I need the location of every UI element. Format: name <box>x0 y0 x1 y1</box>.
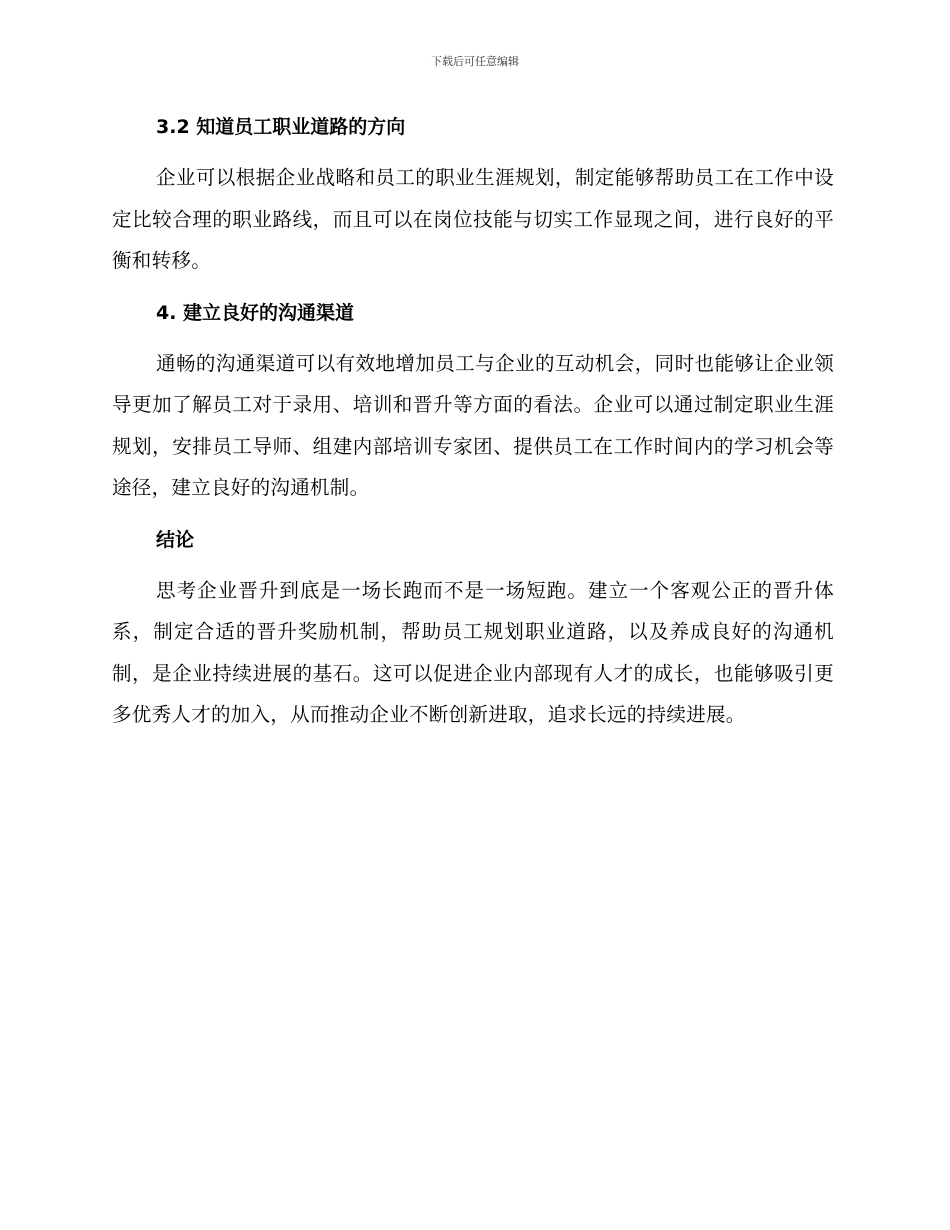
page-header: 下载后可任意编辑 <box>431 55 519 68</box>
document-body <box>112 108 834 745</box>
section-heading-conclusion: 结论 <box>156 528 195 551</box>
section-paragraph-career-path: 企业可以根据企业战略和员工的职业生涯规划，制定能够帮助员工在工作中设定比较合理的职业路线，而且可以在岗位技能与切实工作显现之间，进行良好的平衡和转移。 <box>112 166 834 272</box>
section-heading-communication: 4. 建立良好的沟通渠道 <box>156 301 355 324</box>
section-paragraph-conclusion: 思考企业晋升到底是一场长跑而不是一场短跑。建立一个客观公正的晋升体系，制定合适的晋升奖励机制，帮助员工规划职业道路，以及养成良好的沟通机制，是企业持续进展的基石。这可以促进企业内部现有人才的成长，也能够吸引更多优秀人才的加入，从而推动企业不断创新进取，追求长远的持续进展。 <box>112 578 834 726</box>
section-paragraph-communication: 通畅的沟通渠道可以有效地增加员工与企业的互动机会，同时也能够让企业领导更加了解员工对于录用、培训和晋升等方面的看法。企业可以通过制定职业生涯规划，安排员工导师、组建内部培训专家团、提供员工在工作时间内的学习机会等途径，建立良好的沟通机制。 <box>112 351 834 499</box>
section-heading-career-path: 3.2 知道员工职业道路的方向 <box>156 116 406 138</box>
